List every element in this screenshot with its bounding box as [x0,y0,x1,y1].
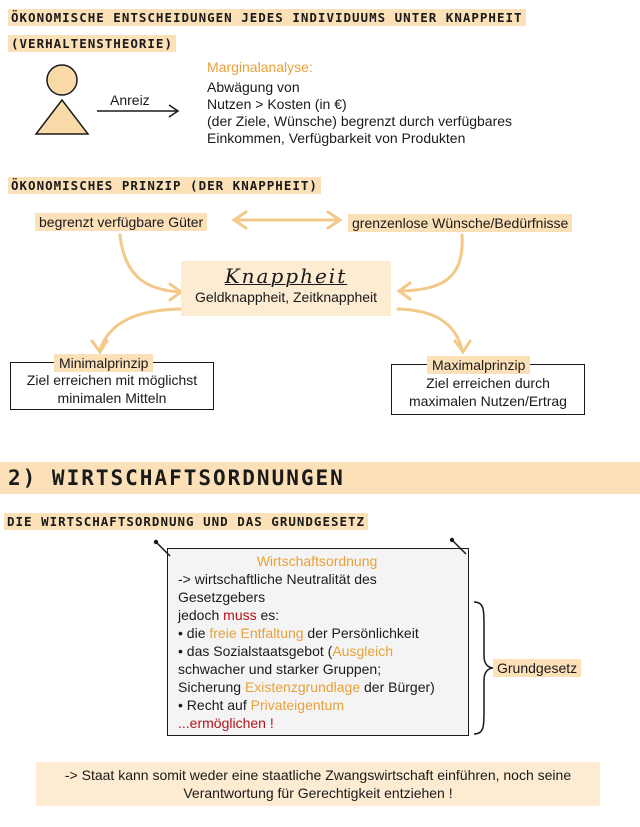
minimal-principle-title: Minimalprinzip [54,354,153,372]
card-title: Wirtschaftsordnung [256,553,378,569]
scarcity-title: Knappheit [224,264,348,288]
card-line-3: jedoch muss es: [178,607,280,623]
marginal-analysis-title: Marginalanalyse: [207,59,313,75]
subsection-heading-law: DIE WIRTSCHAFTSORDNUNG UND DAS GRUNDGESETZ [4,513,368,530]
section-heading-principle: ÖKONOMISCHES PRINZIP (DER KNAPPHEIT) [8,177,321,194]
scarcity-box [181,261,391,316]
marginal-line-4: Einkommen, Verfügbarkeit von Produkten [207,130,466,146]
card-line-2: Gesetzgebers [178,589,266,605]
conclusion-line-1: -> Staat kann somit weder eine staatliche Zwangswirtschaft einführen, noch seine [64,767,572,783]
unlimited-wishes-label: grenzenlose Wünsche/Bedürfnisse [348,214,572,232]
right-arrow-icon [95,104,185,118]
chapter-heading: 2) WIRTSCHAFTSORDNUNGEN [8,466,345,490]
conclusion-box [36,762,600,806]
person-figure-icon [30,62,180,138]
minimal-line-2: minimalen Mitteln [57,390,167,406]
card-line-9: ...ermöglichen ! [178,715,274,731]
minimal-line-1: Ziel erreichen mit möglichst [26,372,198,388]
section-heading-behavior-sub: (VERHALTENSTHEORIE) [8,35,176,52]
section-heading-behavior: ÖKONOMISCHE ENTSCHEIDUNGEN JEDES INDIVIDUUMS UNTER KNAPPHEIT [8,9,526,26]
card-line-5: • das Sozialstaatsgebot (Ausgleich [178,643,394,659]
scarcity-subtitle: Geldknappheit, Zeitknappheit [194,289,378,305]
constitution-label: Grundgesetz [493,659,581,677]
card-line-8: • Recht auf Privateigentum [178,697,344,713]
card-line-1: -> wirtschaftliche Neutralität des [178,571,377,587]
conclusion-line-2: Verantwortung für Gerechtigkeit entziehen ! [183,785,453,801]
card-line-6: schwacher und starker Gruppen; [178,661,382,677]
limited-goods-label: begrenzt verfügbare Güter [35,213,207,231]
maximal-line-2: maximalen Nutzen/Ertrag [409,393,567,409]
marginal-line-2: Nutzen > Kosten (in €) [207,96,347,112]
marginal-line-1: Abwägung von [207,79,300,95]
marginal-line-3: (der Ziele, Wünsche) begrenzt durch verfügbares [207,113,513,129]
maximal-principle-title: Maximalprinzip [427,356,530,374]
card-line-4: • die freie Entfaltung der Persönlichkeit [178,625,419,641]
maximal-line-1: Ziel erreichen durch [426,375,550,391]
card-line-7: Sicherung Existenzgrundlage der Bürger) [178,679,435,695]
incentive-label: Anreiz [110,92,150,108]
